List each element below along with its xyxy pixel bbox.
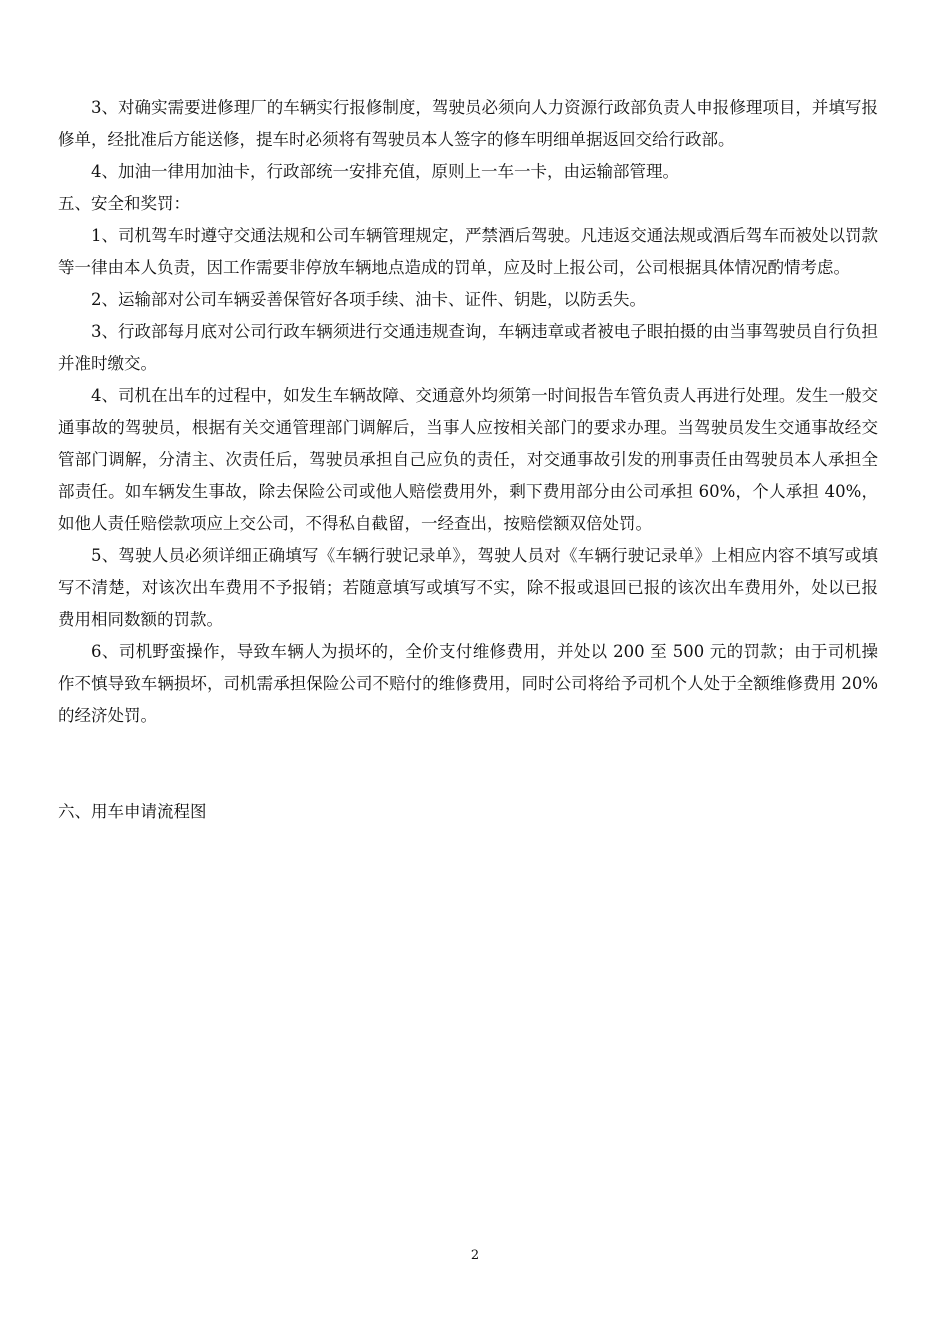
paragraph-item-3: 3、对确实需要进修理厂的车辆实行报修制度，驾驶员必须向人力资源行政部负责人申报修理项目，并填写报修单，经批准后方能送修，提车时必须将有驾驶员本人签字的修车明细单据返回交给行政部。: [58, 98, 878, 149]
safety-item-4: 4、司机在出车的过程中，如发生车辆故障、交通意外均须第一时间报告车管负责人再进行处理。发生一般交通事故的驾驶员，根据有关交通管理部门调解后，当事人应按相关部门的要求办理。当驾驶员发生交通事故经交管部门调解，分清主、次责任后，驾驶员承担自己应负的责任，对交通事故引发的刑事责任由驾驶员本人承担全部责任。如车辆发生事故，除去保险公司或他人赔偿费用外，剩下费用部分由公司承担 60%，个人承担 40%，如他人责任赔偿款项应上交公司，不得私自截留，一经查出，按赔偿额双倍处罚。: [58, 386, 878, 533]
safety-item-5: 5、驾驶人员必须详细正确填写《车辆行驶记录单》，驾驶人员对《车辆行驶记录单》上相应内容不填写或填写不清楚，对该次出车费用不予报销；若随意填写或填写不实，除不报或退回已报的该次出车费用外，处以已报费用相同数额的罚款。: [58, 546, 878, 629]
safety-item-3: 3、行政部每月底对公司行政车辆须进行交通违规查询，车辆违章或者被电子眼拍摄的由当事驾驶员自行负担并准时缴交。: [58, 322, 878, 373]
safety-item-1: 1、司机驾车时遵守交通法规和公司车辆管理规定，严禁酒后驾驶。凡违返交通法规或酒后驾车而被处以罚款等一律由本人负责，因工作需要非停放车辆地点造成的罚单，应及时上报公司，公司根据具体情况酌情考虑。: [58, 226, 878, 277]
safety-item-6: 6、司机野蛮操作，导致车辆人为损坏的，全价支付维修费用，并处以 200 至 500 元的罚款；由于司机操作不慎导致车辆损坏，司机需承担保险公司不赔付的维修费用，同时公司将给予司机个人处于全额维修费用 20%的经济处罚。: [58, 642, 878, 725]
paragraph-item-4: 4、加油一律用加油卡，行政部统一安排充值，原则上一车一卡，由运输部管理。: [91, 162, 679, 181]
safety-item-2: 2、运输部对公司车辆妥善保管好各项手续、油卡、证件、钥匙，以防丢失。: [91, 290, 646, 309]
page-number: 2: [470, 1248, 480, 1263]
document-body: [58, 92, 878, 828]
section-heading-flowchart: 六、用车申请流程图: [58, 802, 207, 821]
blank-space: [58, 732, 878, 796]
section-heading-safety: 五、安全和奖罚：: [58, 194, 190, 213]
